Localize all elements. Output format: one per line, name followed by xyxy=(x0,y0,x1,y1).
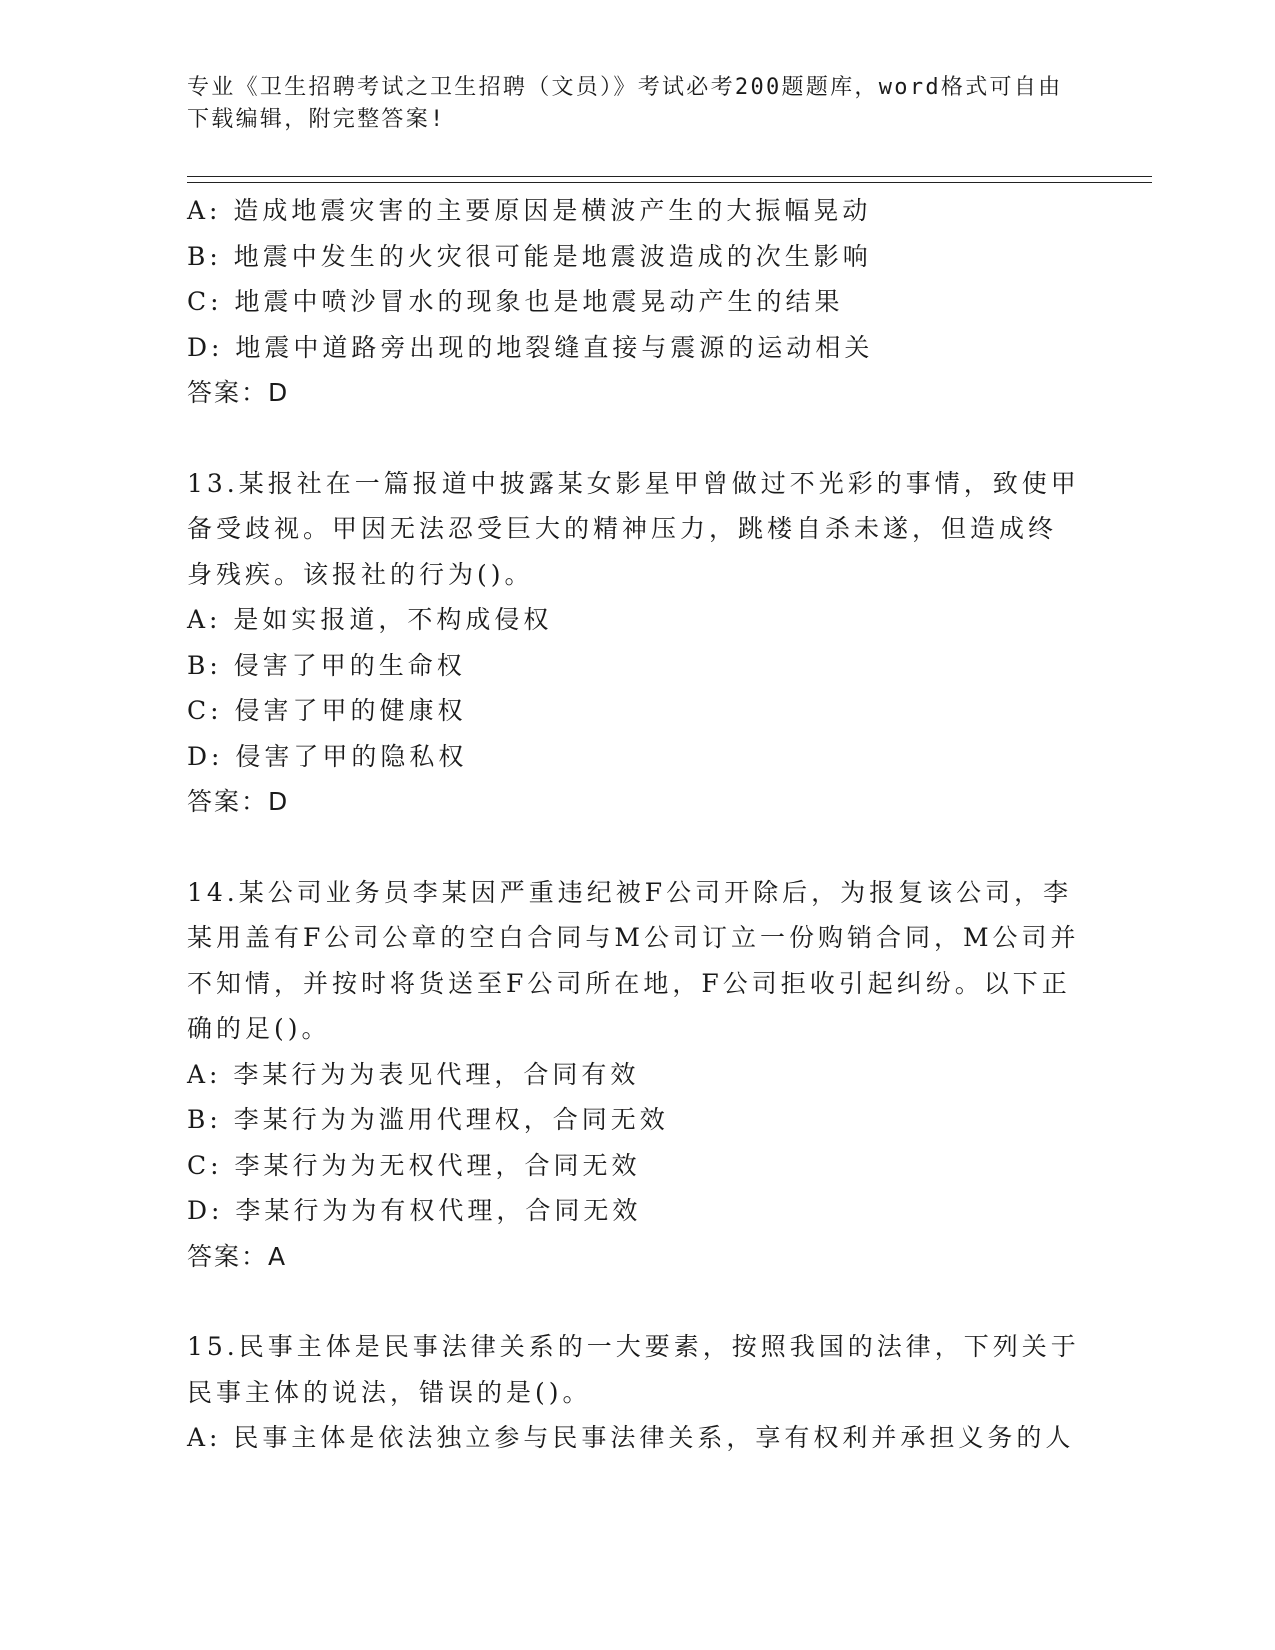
option-d: D: 地震中道路旁出现的地裂缝直接与震源的运动相关 xyxy=(187,332,874,362)
document-header-title: 专业《卫生招聘考试之卫生招聘（文员）》考试必考200题题库，word格式可自由下载编辑，附完整答案! xyxy=(187,75,1063,132)
option-d: D: 李某行为为有权代理，合同无效 xyxy=(187,1196,642,1225)
option-a: A: 是如实报道，不构成侵权 xyxy=(187,605,553,634)
option-a: A: 李某行为为表见代理，合同有效 xyxy=(187,1059,640,1089)
option-d: D: 侵害了甲的隐私权 xyxy=(187,741,468,771)
question-13-block xyxy=(187,461,1087,825)
question-14-block xyxy=(187,870,1087,1280)
question-14-stem-line: 不知情，并按时将货送至F公司所在地，F公司拒收引起纠纷。以下正 xyxy=(187,968,1071,998)
question-14-stem-line: 14.某公司业务员李某因严重违纪被F公司开除后，为报复该公司，李 xyxy=(187,877,1073,907)
option-a: A: 造成地震灾害的主要原因是横波产生的大振幅晃动 xyxy=(187,196,872,225)
option-c: C: 地震中喷沙冒水的现象也是地震晃动产生的结果 xyxy=(187,287,844,316)
header-divider-top xyxy=(187,176,1152,177)
option-a: A: 民事主体是依法独立参与民事法律关系，享有权利并承担义务的人 xyxy=(187,1423,1075,1452)
question-15-block xyxy=(187,1324,1087,1461)
question-15-stem-line: 民事主体的说法，错误的是()。 xyxy=(187,1377,592,1407)
question-content xyxy=(187,188,1087,1461)
option-c: C: 侵害了甲的健康权 xyxy=(187,696,467,725)
question-13-stem-line: 身残疾。该报社的行为()。 xyxy=(187,559,534,589)
question-15-stem-line: 15.民事主体是民事法律关系的一大要素，按照我国的法律，下列关于 xyxy=(187,1332,1080,1361)
question-12-block xyxy=(187,188,1087,416)
question-13-stem-line: 13.某报社在一篇报道中披露某女影星甲曾做过不光彩的事情，致使甲 xyxy=(187,468,1080,498)
question-14-stem-line: 某用盖有F公司公章的空白合同与M公司订立一份购销合同，M公司并 xyxy=(187,923,1080,952)
answer-line: 答案：D xyxy=(187,378,290,407)
question-14-stem-line: 确的足()。 xyxy=(187,1014,331,1043)
answer-line: 答案：D xyxy=(187,787,290,816)
option-c: C: 李某行为为无权代理，合同无效 xyxy=(187,1150,641,1180)
answer-line: 答案：A xyxy=(187,1241,288,1271)
option-b: B: 地震中发生的火灾很可能是地震波造成的次生影响 xyxy=(187,241,872,271)
header-divider-bottom xyxy=(187,182,1152,183)
option-b: B: 侵害了甲的生命权 xyxy=(187,650,466,680)
option-b: B: 李某行为为滥用代理权，合同无效 xyxy=(187,1105,669,1134)
question-13-stem-line: 备受歧视。甲因无法忍受巨大的精神压力，跳楼自杀未遂，但造成终 xyxy=(187,514,1058,543)
